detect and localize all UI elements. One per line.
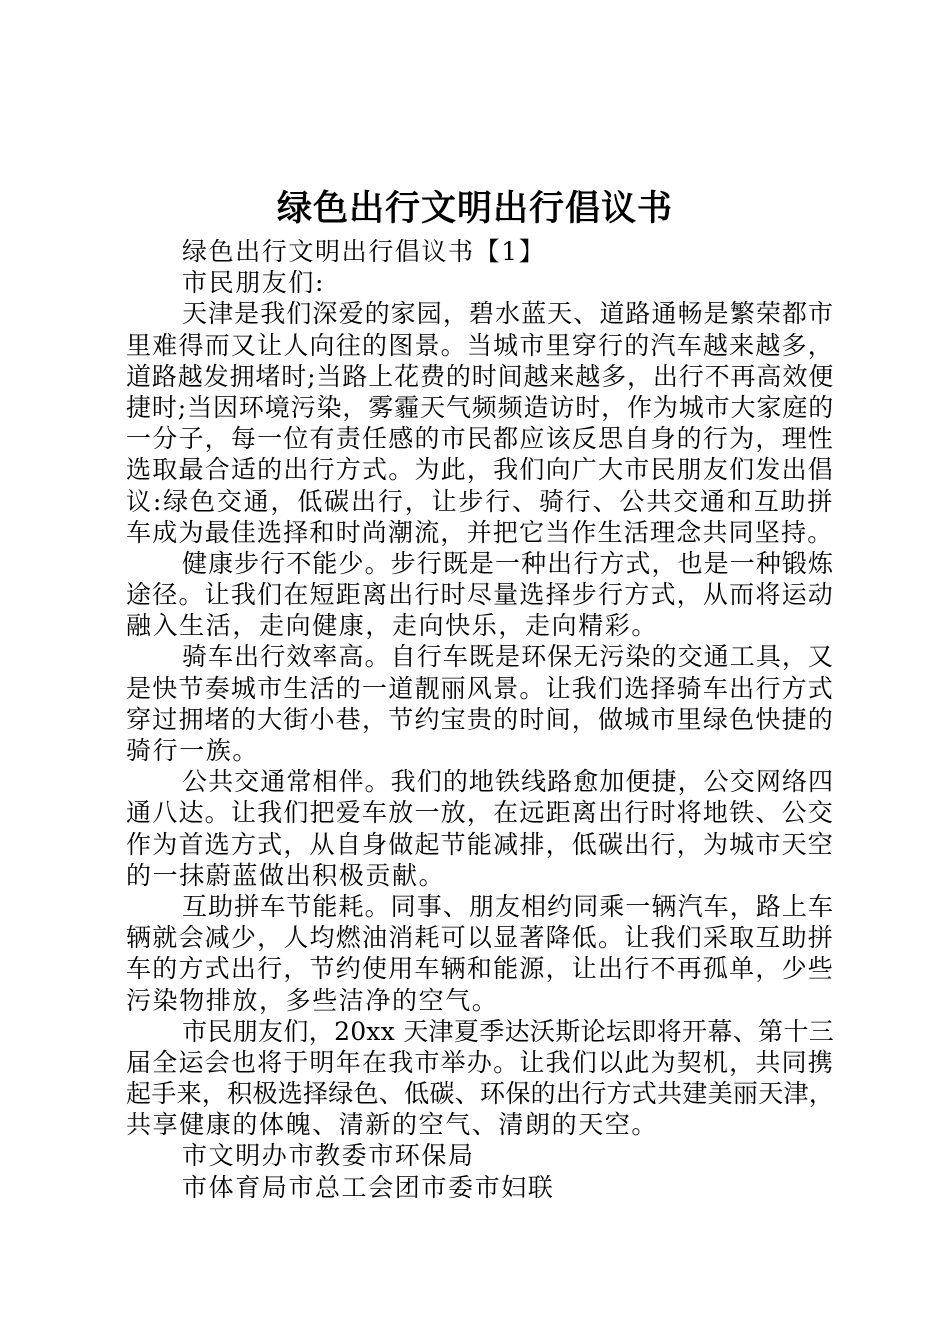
text-line: 届全运会也将于明年在我市举办。让我们以此为契机，共同携 xyxy=(126,1047,834,1077)
text-line: 途径。让我们在短距离出行时尽量选择步行方式，从而将运动 xyxy=(126,580,834,610)
text-line: 融入生活，走向健康，走向快乐，走向精彩。 xyxy=(126,611,659,641)
text-line: 共享健康的体魄、清新的空气、清朗的天空。 xyxy=(126,1110,659,1140)
text-line: 一分子，每一位有责任感的市民都应该反思自身的行为，理性 xyxy=(126,424,834,454)
text-line: 互助拼车节能耗。同事、朋友相约同乘一辆汽车，路上车 xyxy=(182,891,834,921)
text-line: 起手来，积极选择绿色、低碳、环保的出行方式共建美丽天津， xyxy=(126,1079,834,1109)
text-line: 的一抹蔚蓝做出积极贡献。 xyxy=(126,860,446,890)
text-line: 车的方式出行，节约使用车辆和能源，让出行不再孤单，少些 xyxy=(126,954,834,984)
text-line: 市民朋友们，20xx 天津夏季达沃斯论坛即将开幕、第十三 xyxy=(182,1016,834,1046)
text-line: 是快节奏城市生活的一道靓丽风景。让我们选择骑车出行方式 xyxy=(126,673,834,703)
document-body xyxy=(126,236,834,1203)
text-line: 议:绿色交通，低碳出行，让步行、骑行、公共交通和互助拼 xyxy=(126,486,834,516)
text-line: 骑行一族。 xyxy=(126,736,260,765)
text-line: 健康步行不能少。步行既是一种出行方式，也是一种锻炼 xyxy=(182,548,834,578)
text-line: 绿色出行文明出行倡议书【1】 xyxy=(182,237,546,266)
text-line: 车成为最佳选择和时尚潮流，并把它当作生活理念共同坚持。 xyxy=(126,517,834,547)
text-line: 通八达。让我们把爱车放一放，在远距离出行时将地铁、公交 xyxy=(126,798,834,828)
text-line: 道路越发拥堵时;当路上花费的时间越来越多，出行不再高效便 xyxy=(126,361,834,391)
text-line: 污染物排放，多些洁净的空气。 xyxy=(126,985,499,1015)
text-line: 捷时;当因环境污染，雾霾天气频频造访时，作为城市大家庭的 xyxy=(126,392,834,422)
text-line: 市体育局市总工会团市委市妇联 xyxy=(182,1172,555,1202)
page-title: 绿色出行文明出行倡议书 xyxy=(276,188,673,229)
text-line: 辆就会减少，人均燃油消耗可以显著降低。让我们采取互助拼 xyxy=(126,923,834,953)
text-line: 天津是我们深爱的家园，碧水蓝天、道路通畅是繁荣都市 xyxy=(182,299,834,329)
text-line: 选取最合适的出行方式。为此，我们向广大市民朋友们发出倡 xyxy=(126,455,834,485)
text-line: 市文明办市教委市环保局 xyxy=(182,1141,475,1171)
text-line: 穿过拥堵的大街小巷，节约宝贵的时间，做城市里绿色快捷的 xyxy=(126,704,834,734)
text-line: 里难得而又让人向往的图景。当城市里穿行的汽车越来越多， xyxy=(126,330,834,360)
text-line: 市民朋友们: xyxy=(182,268,326,298)
text-line: 公共交通常相伴。我们的地铁线路愈加便捷，公交网络四 xyxy=(182,767,834,797)
text-line: 作为首选方式，从自身做起节能减排，低碳出行，为城市天空 xyxy=(126,829,834,859)
text-line: 骑车出行效率高。自行车既是环保无污染的交通工具，又 xyxy=(182,642,834,672)
